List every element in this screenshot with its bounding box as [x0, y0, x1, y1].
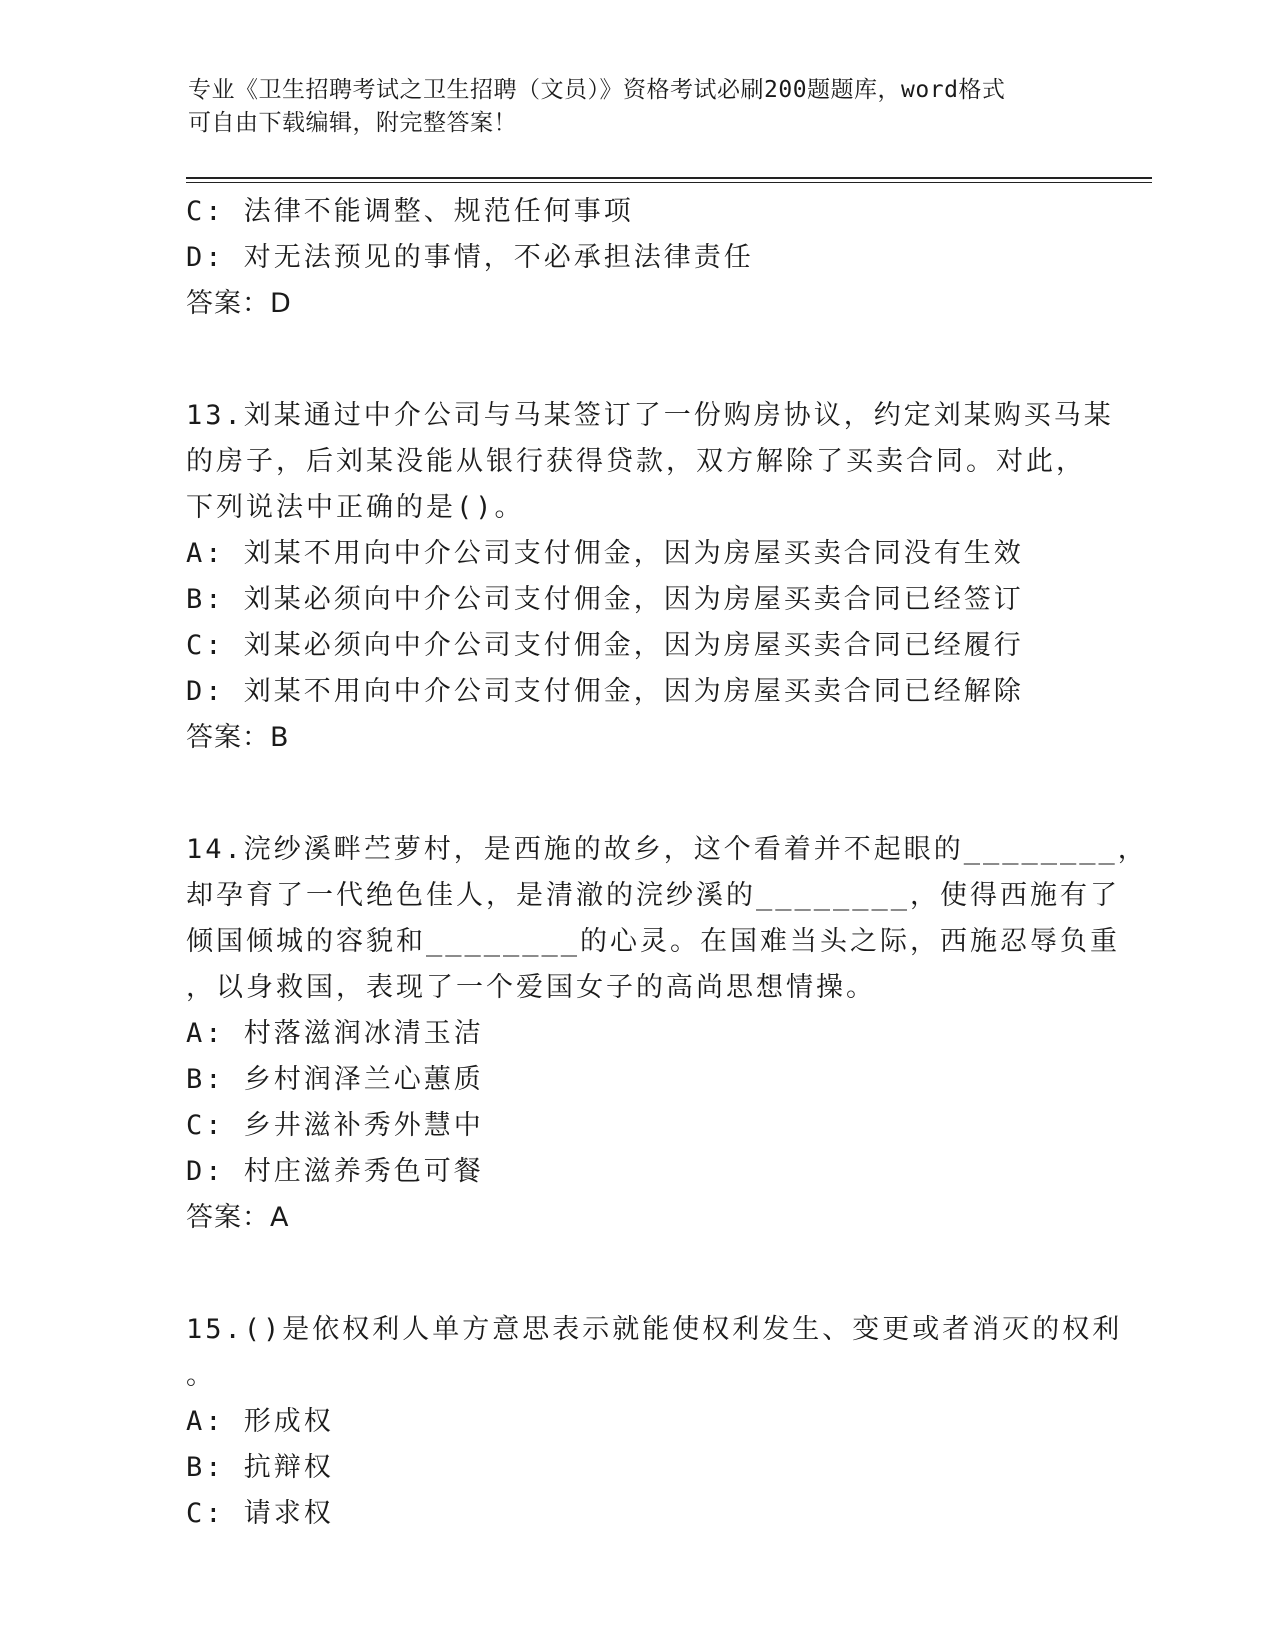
- question-text-line: 13.刘某通过中介公司与马某签订了一份购房协议，约定刘某购买马某: [186, 400, 1114, 431]
- option-b: B: 乡村润泽兰心蕙质: [186, 1064, 484, 1095]
- option-a: A: 形成权: [186, 1406, 334, 1437]
- question-13: [186, 393, 1114, 761]
- question-text-line: 14.浣纱溪畔苎萝村，是西施的故乡，这个看着并不起眼的________，: [186, 834, 1148, 865]
- answer-line: 答案：A: [186, 1202, 290, 1233]
- answer-line: 答案：B: [186, 722, 290, 753]
- option-d: D: 村庄滋养秀色可餐: [186, 1156, 484, 1187]
- answer-line: 答案：D: [186, 288, 292, 319]
- question-text-line: 却孕育了一代绝色佳人，是清澈的浣纱溪的________，使得西施有了: [186, 880, 1121, 911]
- question-text-line: ，以身救国，表现了一个爱国女子的高尚思想情操。: [186, 972, 876, 1003]
- option-c: C: 刘某必须向中介公司支付佣金，因为房屋买卖合同已经履行: [186, 630, 1024, 661]
- prev-question-tail: [186, 189, 1086, 327]
- option-a: A: 刘某不用向中介公司支付佣金，因为房屋买卖合同没有生效: [186, 538, 1024, 569]
- option-c: C: 请求权: [186, 1498, 334, 1529]
- header-divider-thin: [186, 182, 1152, 183]
- question-text-line: 15.()是依权利人单方意思表示就能使权利发生、变更或者消灭的权利: [186, 1314, 1123, 1345]
- option-d: D: 对无法预见的事情，不必承担法律责任: [186, 242, 754, 273]
- option-d: D: 刘某不用向中介公司支付佣金，因为房屋买卖合同已经解除: [186, 676, 1024, 707]
- option-c: C: 法律不能调整、规范任何事项: [186, 196, 634, 227]
- header-line-2: 可自由下载编辑，附完整答案！: [188, 110, 517, 136]
- question-text-line: 下列说法中正确的是()。: [186, 492, 525, 523]
- option-a: A: 村落滋润冰清玉洁: [186, 1018, 484, 1049]
- page-header: [188, 74, 1088, 140]
- question-text-line: 。: [186, 1360, 216, 1391]
- question-14: [186, 827, 1148, 1241]
- option-c: C: 乡井滋补秀外慧中: [186, 1110, 484, 1141]
- header-divider-thick: [186, 177, 1152, 179]
- header-line-1: 专业《卫生招聘考试之卫生招聘（文员）》资格考试必刷200题题库，word格式: [188, 77, 1006, 103]
- option-b: B: 刘某必须向中介公司支付佣金，因为房屋买卖合同已经签订: [186, 584, 1024, 615]
- document-body: [186, 189, 1148, 1537]
- option-b: B: 抗辩权: [186, 1452, 334, 1483]
- question-text-line: 的房子，后刘某没能从银行获得贷款，双方解除了买卖合同。对此，: [186, 446, 1086, 477]
- question-15: [186, 1307, 1123, 1537]
- question-text-line: 倾国倾城的容貌和________的心灵。在国难当头之际，西施忍辱负重: [186, 926, 1121, 957]
